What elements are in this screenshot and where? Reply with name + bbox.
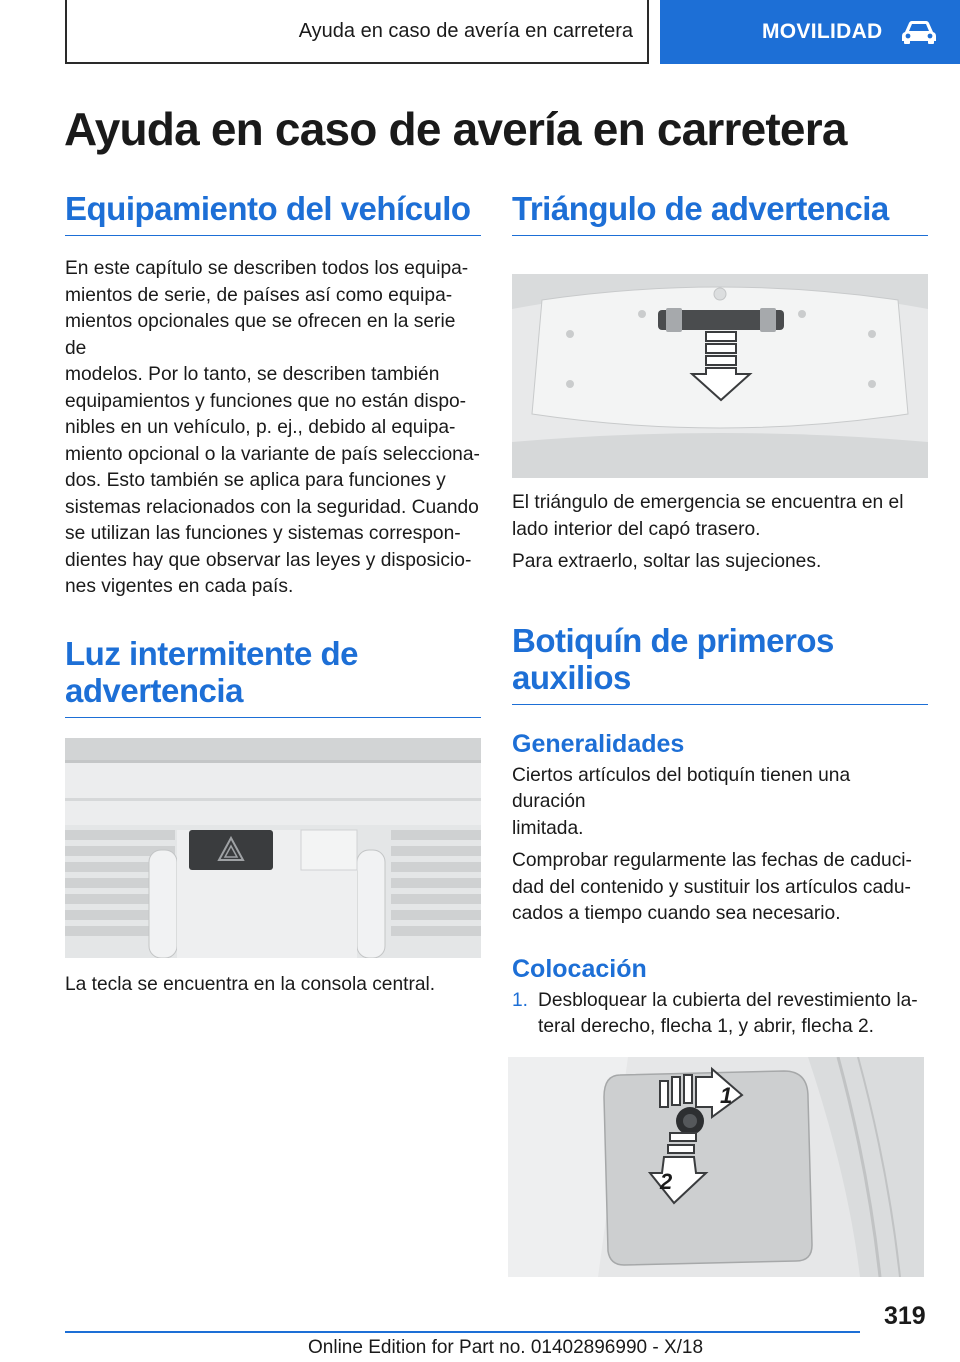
header-chapter (65, 0, 649, 64)
step-1 (512, 988, 928, 1041)
footer-edition: Online Edition for Part no. 01402896990 - X/18 (308, 1337, 704, 1358)
step-text: Desbloquear la cubierta del revestimiento la- teral derecho, flecha 1, y abrir, flecha 2. (538, 989, 918, 1037)
heading-placement: Colocación (512, 954, 647, 983)
heading-vehicle-equipment: Equipamiento del vehículo (65, 190, 481, 236)
triangle-remove-text: Para extraerlo, soltar las sujeciones. (512, 551, 822, 572)
general-text-2: Comprobar regularmente las fechas de caduci- dad del contenido y sustituir los artículos cadu- cados a tiempo cuando sea necesario. (512, 850, 912, 924)
first-aid-cover-figure (508, 1057, 924, 1277)
arrow-2-label: 2 (660, 1168, 673, 1194)
hazard-caption: La tecla se encuentra en la consola central. (65, 973, 436, 995)
header-chapter-title: Ayuda en caso de avería en carretera (298, 19, 633, 42)
heading-hazard-lights: Luz intermitente de advertencia (65, 635, 481, 718)
heading-first-aid-kit: Botiquín de primeros auxilios (512, 622, 928, 705)
page-number: 319 (884, 1302, 926, 1330)
vehicle-equipment-text: En este capítulo se describen todos los equipa- mientos de serie, de países así como equipa- mientos opcionales que se ofrecen en la serie de modelos. Por lo tanto, se describen también equipamientos y funciones que no están dispo- nibles en un vehículo, p. ej., debido al equipa- miento opcional o la variante de país selecciona- dos. Esto también se aplica para funciones y sistemas relacionados con la seguridad. Cuando se utilizan las funciones y sistemas correspon- dientes hay que observar las leyes y disposicio- nes vigentes en cada país. (65, 258, 480, 597)
arrow-1-label: 1 (720, 1082, 733, 1108)
general-text-1: Ciertos artículos del botiquín tienen una duración limitada. (512, 764, 851, 839)
left-column (65, 190, 481, 998)
hazard-button-figure (65, 738, 481, 958)
step-number: 1. (512, 989, 529, 1011)
warning-triangle-figure (512, 274, 928, 478)
header-section (660, 0, 960, 64)
header-section-label: MOVILIDAD (762, 20, 883, 43)
right-column (512, 190, 928, 1277)
triangle-location-text: El triángulo de emergencia se encuentra en el lado interior del capó trasero. (512, 492, 904, 540)
car-icon (899, 18, 939, 46)
page-title: Ayuda en caso de avería en carretera (64, 103, 847, 155)
heading-warning-triangle: Triángulo de advertencia (512, 190, 928, 236)
heading-general: Generalidades (512, 729, 685, 758)
footer-divider (65, 1331, 860, 1333)
